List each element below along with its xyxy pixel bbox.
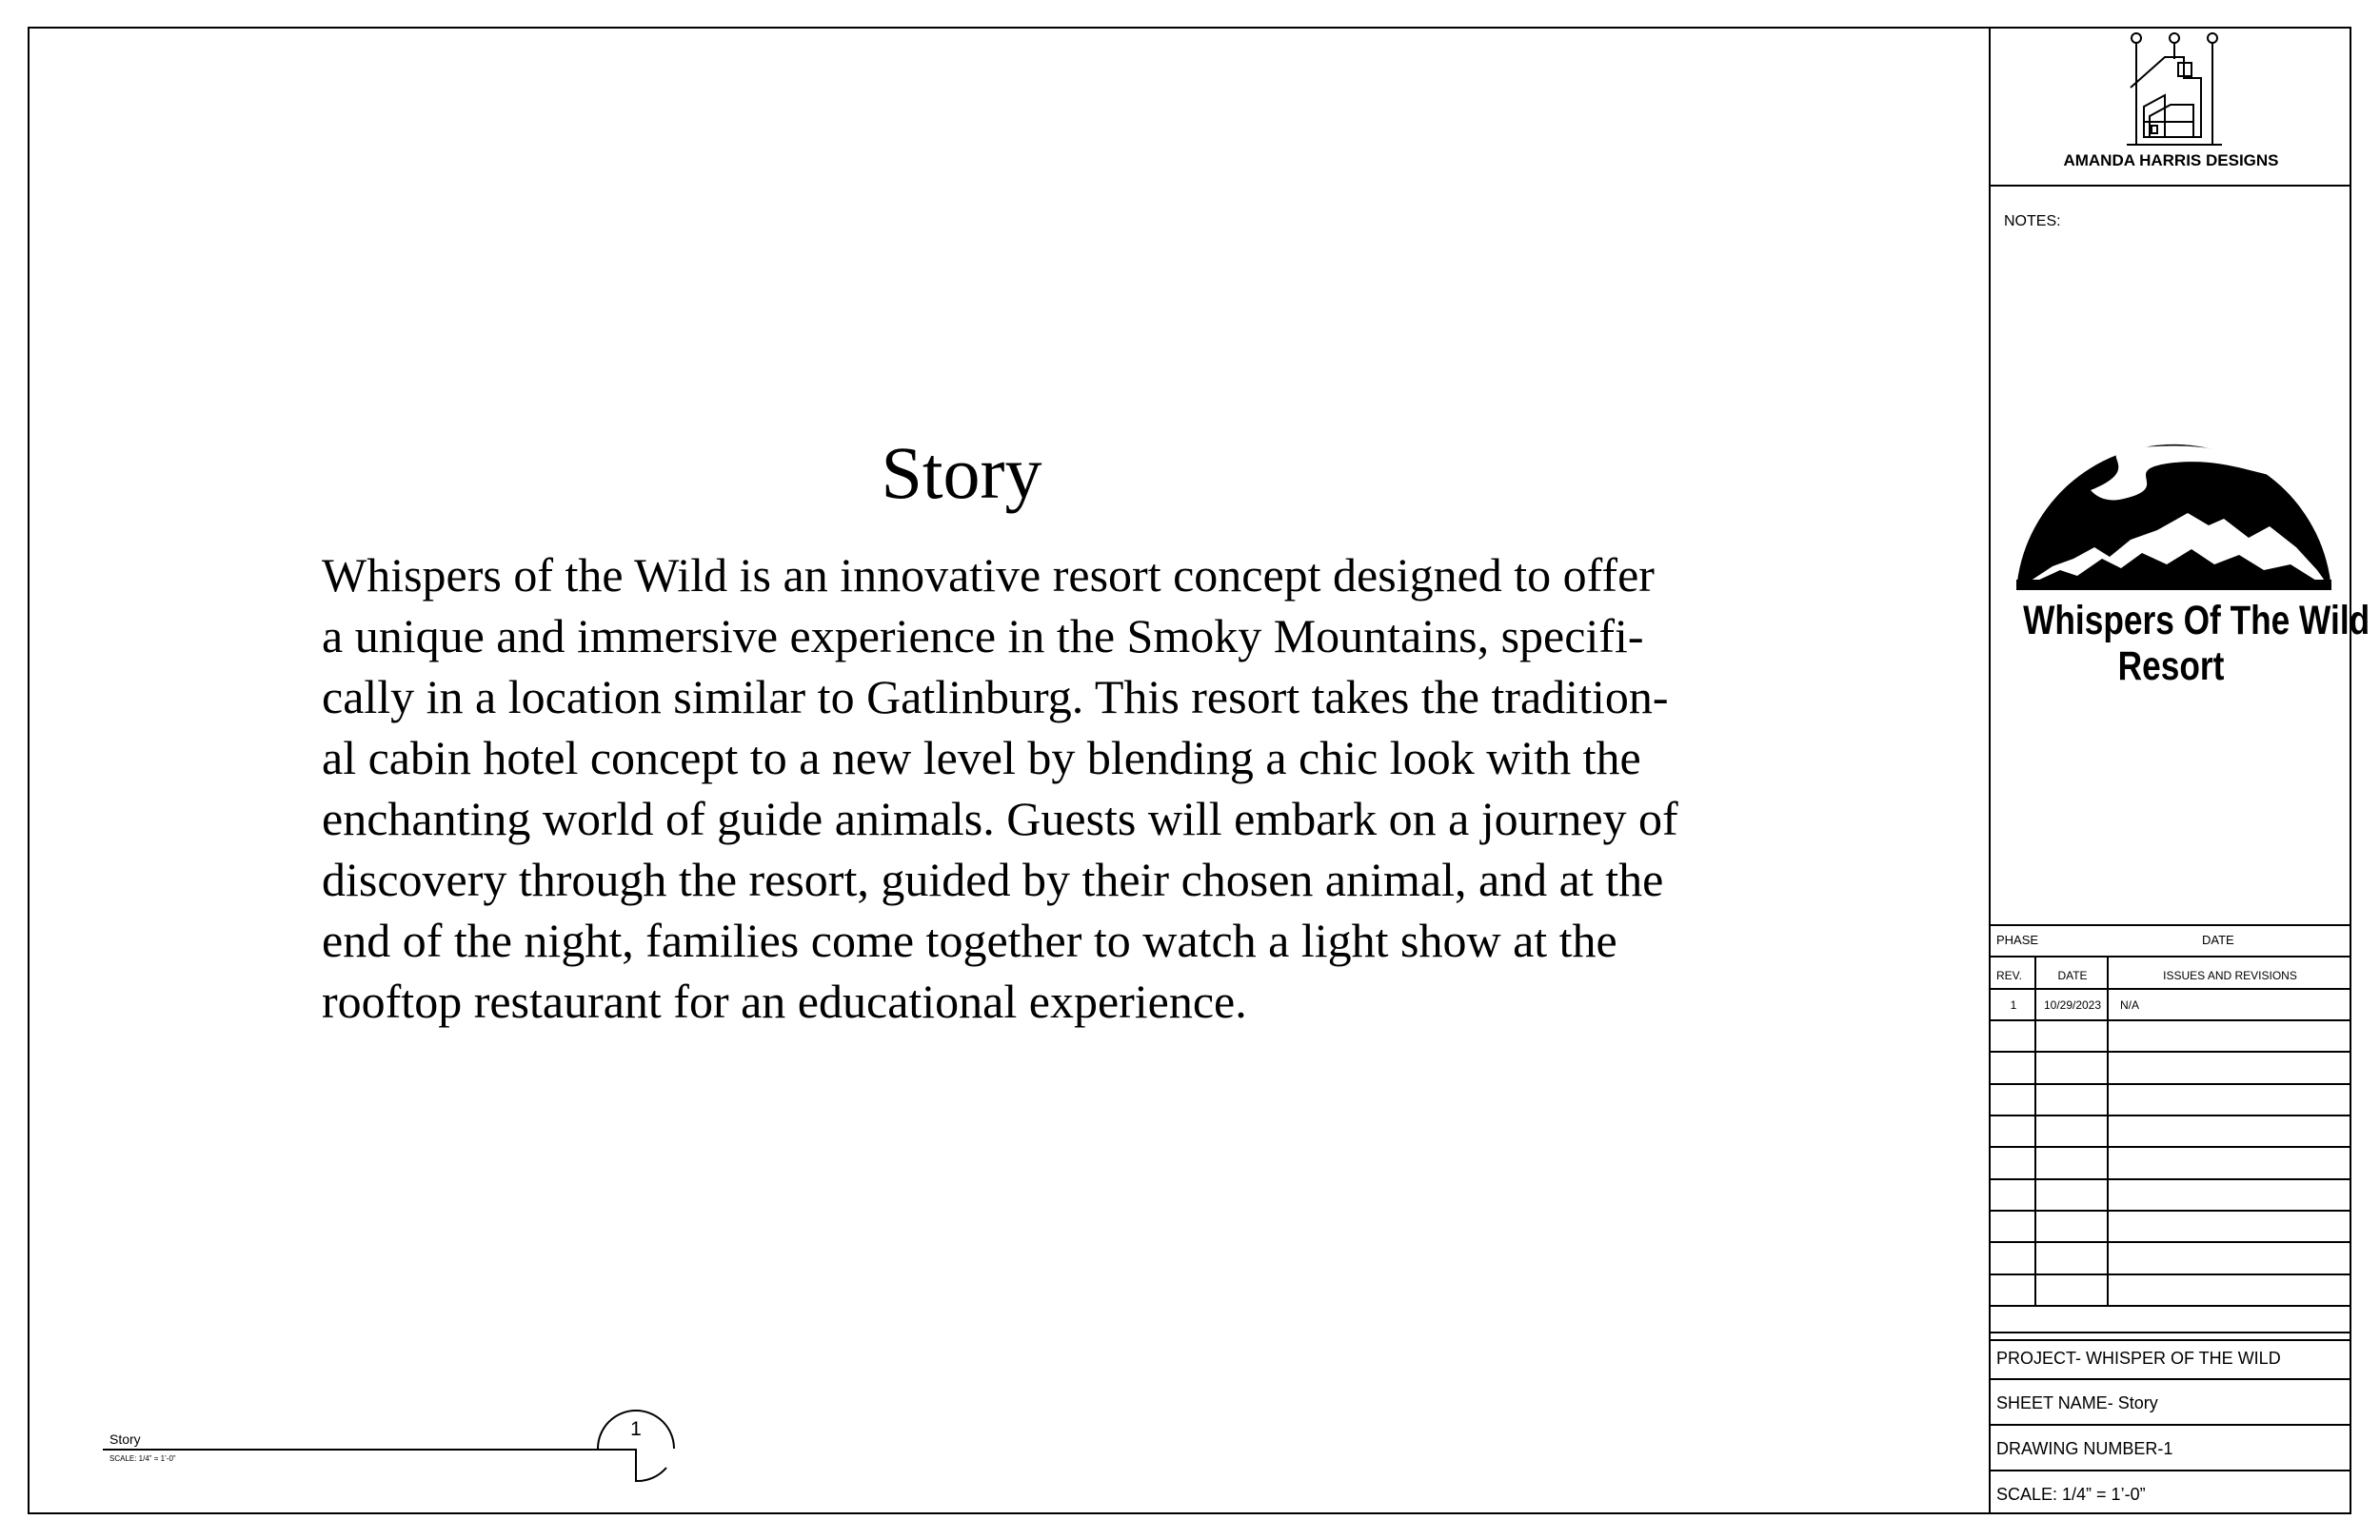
divider [1991,1424,2351,1426]
title-block [1989,27,2370,1514]
divider [1991,1339,2351,1341]
table-row-divider [1991,1210,2351,1212]
revisions-header-date: DATE [2057,969,2088,982]
story-body [322,544,1807,1032]
table-column-divider [2034,956,2036,1305]
table-row-divider [1991,1115,2351,1116]
sheet-scale: SCALE: 1/4” = 1’-0” [1996,1485,2146,1504]
table-row-divider [1991,1178,2351,1180]
brand-name: AMANDA HARRIS DESIGNS [2063,151,2279,169]
table-row-divider [1991,1305,2351,1307]
divider [1991,1470,2351,1471]
story-line: discovery through the resort, guided by their chosen animal, and at the [322,853,1664,906]
notes-label: NOTES: [2004,213,2061,229]
phase-date-label: DATE [2202,933,2234,947]
table-row-divider [1991,1083,2351,1085]
divider [1991,956,2351,958]
story-line: end of the night, families come together to watch a light show at the [322,914,1617,967]
phase-label: PHASE [1996,933,2039,947]
story-line: a unique and immersive experience in the Smoky Mountains, specifi- [322,609,1644,662]
revision-rev: 1 [2010,998,2017,1012]
drawing-tag-line [103,1449,636,1451]
table-column-divider [2107,956,2109,1305]
divider [1991,1378,2351,1380]
divider [1991,924,2351,926]
table-row-divider [1991,1332,2351,1333]
project-name: PROJECT- WHISPER OF THE WILD [1996,1349,2281,1368]
table-row-divider [1991,1241,2351,1243]
revisions-header-rev: REV. [1996,969,2022,982]
story-title: Story [881,431,1042,514]
table-row-divider [1991,988,2351,990]
divider [1991,185,2351,187]
resort-name-line: Whispers Of The Wild [2023,598,2370,643]
revision-issues: N/A [2120,998,2140,1012]
resort-name [2023,598,2370,689]
table-row-divider [1991,1146,2351,1148]
table-row-divider [1991,1019,2351,1021]
table-row-divider [1991,1273,2351,1275]
drawing-tag-title: Story [109,1431,141,1447]
story-line: Whispers of the Wild is an innovative resort concept designed to offer [322,548,1655,602]
sheet-name: SHEET NAME- Story [1996,1393,2158,1412]
story-line: enchanting world of guide animals. Guests will embark on a journey of [322,792,1678,845]
drawing-tag-number: 1 [630,1418,642,1440]
architect-logo-icon [2127,30,2222,150]
table-row-divider [1991,1051,2351,1053]
revisions-header-issues: ISSUES AND REVISIONS [2163,969,2297,982]
resort-name-line: Resort [2117,643,2225,689]
drawing-tag-scale: SCALE: 1/4” = 1’-0” [109,1454,176,1463]
story-line: rooftop restaurant for an educational experience. [322,975,1247,1028]
story-line: cally in a location similar to Gatlinburg. This resort takes the tradition- [322,670,1669,723]
revision-date: 10/29/2023 [2043,998,2102,1012]
drawing-number: DRAWING NUMBER-1 [1996,1439,2173,1458]
story-line: al cabin hotel concept to a new level by blending a chic look with the [322,731,1641,784]
resort-logo-mountain-icon [2014,425,2333,592]
